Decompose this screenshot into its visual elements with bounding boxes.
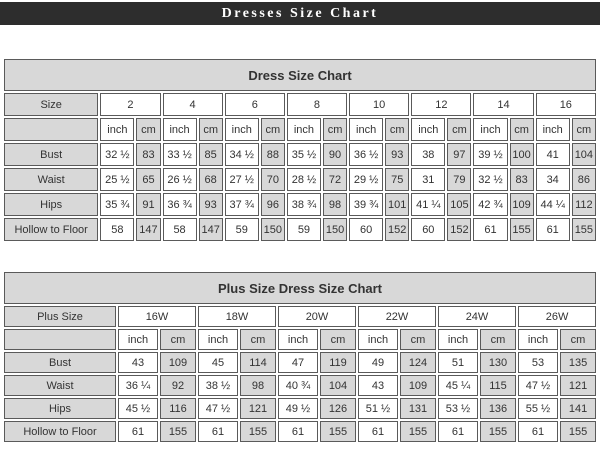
value-cell-inch: 47 ½ xyxy=(198,398,238,419)
unit-cm-cell: cm xyxy=(510,118,534,141)
value-cell-inch: 32 ½ xyxy=(100,143,134,166)
size-header-cell: 20W xyxy=(278,306,356,327)
units-header-row xyxy=(4,329,596,350)
value-cell-inch: 49 ½ xyxy=(278,398,318,419)
value-cell-inch: 38 xyxy=(411,143,445,166)
size-header-cell: 10 xyxy=(349,93,409,116)
value-cell-cm: 130 xyxy=(480,352,516,373)
value-cell-inch: 61 xyxy=(438,421,478,442)
value-cell-cm: 116 xyxy=(160,398,196,419)
value-cell-cm: 119 xyxy=(320,352,356,373)
value-cell-cm: 141 xyxy=(560,398,596,419)
value-cell-inch: 35 ½ xyxy=(287,143,321,166)
value-cell-cm: 152 xyxy=(385,218,409,241)
unit-cm-cell: cm xyxy=(261,118,285,141)
value-cell-inch: 45 ½ xyxy=(118,398,158,419)
unit-inch-cell: inch xyxy=(358,329,398,350)
value-cell-cm: 109 xyxy=(510,193,534,216)
size-header-cell: 16 xyxy=(536,93,596,116)
value-cell-cm: 135 xyxy=(560,352,596,373)
value-cell-cm: 68 xyxy=(199,168,223,191)
size-header-cell: 12 xyxy=(411,93,471,116)
value-cell-inch: 58 xyxy=(163,218,197,241)
unit-inch-cell: inch xyxy=(100,118,134,141)
unit-inch-cell: inch xyxy=(349,118,383,141)
value-cell-cm: 98 xyxy=(323,193,347,216)
value-cell-inch: 31 xyxy=(411,168,445,191)
value-cell-cm: 112 xyxy=(572,193,596,216)
value-cell-inch: 60 xyxy=(411,218,445,241)
size-header-cell: 18W xyxy=(198,306,276,327)
value-cell-inch: 44 ¼ xyxy=(536,193,570,216)
unit-cm-cell: cm xyxy=(160,329,196,350)
measurement-row xyxy=(4,375,596,396)
value-cell-cm: 96 xyxy=(261,193,285,216)
value-cell-cm: 155 xyxy=(240,421,276,442)
table-title: Dress Size Chart xyxy=(4,59,596,91)
measurement-row xyxy=(4,218,596,241)
measurement-label: Hips xyxy=(4,193,98,216)
value-cell-cm: 115 xyxy=(480,375,516,396)
value-cell-inch: 34 ½ xyxy=(225,143,259,166)
measurement-label: Waist xyxy=(4,375,116,396)
measurement-row xyxy=(4,193,596,216)
value-cell-cm: 109 xyxy=(160,352,196,373)
unit-cm-cell: cm xyxy=(240,329,276,350)
value-cell-inch: 36 ¾ xyxy=(163,193,197,216)
value-cell-cm: 155 xyxy=(320,421,356,442)
value-cell-cm: 70 xyxy=(261,168,285,191)
page-title: Dresses Size Chart xyxy=(221,6,379,21)
units-header-row xyxy=(4,118,596,141)
value-cell-inch: 59 xyxy=(287,218,321,241)
size-corner-label: Size xyxy=(4,93,98,116)
units-corner-blank xyxy=(4,118,98,141)
value-cell-inch: 34 xyxy=(536,168,570,191)
size-corner-label: Plus Size xyxy=(4,306,116,327)
unit-inch-cell: inch xyxy=(518,329,558,350)
value-cell-cm: 155 xyxy=(560,421,596,442)
unit-cm-cell: cm xyxy=(385,118,409,141)
measurement-label: Hips xyxy=(4,398,116,419)
value-cell-inch: 61 xyxy=(473,218,507,241)
value-cell-inch: 53 ½ xyxy=(438,398,478,419)
value-cell-inch: 61 xyxy=(198,421,238,442)
unit-inch-cell: inch xyxy=(536,118,570,141)
value-cell-inch: 59 xyxy=(225,218,259,241)
table-title-row xyxy=(4,59,596,91)
value-cell-cm: 90 xyxy=(323,143,347,166)
size-header-cell: 6 xyxy=(225,93,285,116)
value-cell-inch: 25 ½ xyxy=(100,168,134,191)
measurement-row xyxy=(4,398,596,419)
value-cell-inch: 39 ¾ xyxy=(349,193,383,216)
value-cell-inch: 40 ¾ xyxy=(278,375,318,396)
value-cell-cm: 155 xyxy=(160,421,196,442)
value-cell-inch: 39 ½ xyxy=(473,143,507,166)
size-header-row xyxy=(4,93,596,116)
value-cell-inch: 51 xyxy=(438,352,478,373)
value-cell-cm: 93 xyxy=(199,193,223,216)
value-cell-inch: 47 ½ xyxy=(518,375,558,396)
value-cell-inch: 28 ½ xyxy=(287,168,321,191)
measurement-row xyxy=(4,168,596,191)
size-header-cell: 24W xyxy=(438,306,516,327)
value-cell-inch: 26 ½ xyxy=(163,168,197,191)
value-cell-inch: 36 ¼ xyxy=(118,375,158,396)
value-cell-inch: 61 xyxy=(536,218,570,241)
value-cell-cm: 155 xyxy=(572,218,596,241)
value-cell-cm: 65 xyxy=(136,168,160,191)
value-cell-cm: 155 xyxy=(480,421,516,442)
value-cell-inch: 49 xyxy=(358,352,398,373)
value-cell-inch: 51 ½ xyxy=(358,398,398,419)
value-cell-cm: 131 xyxy=(400,398,436,419)
value-cell-cm: 136 xyxy=(480,398,516,419)
table-title-row xyxy=(4,272,596,304)
value-cell-inch: 41 ¼ xyxy=(411,193,445,216)
unit-inch-cell: inch xyxy=(198,329,238,350)
value-cell-inch: 61 xyxy=(118,421,158,442)
value-cell-cm: 83 xyxy=(136,143,160,166)
unit-cm-cell: cm xyxy=(323,118,347,141)
unit-inch-cell: inch xyxy=(278,329,318,350)
unit-inch-cell: inch xyxy=(118,329,158,350)
value-cell-cm: 147 xyxy=(199,218,223,241)
size-header-cell: 16W xyxy=(118,306,196,327)
value-cell-cm: 93 xyxy=(385,143,409,166)
value-cell-cm: 100 xyxy=(510,143,534,166)
value-cell-inch: 32 ½ xyxy=(473,168,507,191)
value-cell-cm: 155 xyxy=(510,218,534,241)
value-cell-inch: 58 xyxy=(100,218,134,241)
value-cell-cm: 97 xyxy=(447,143,471,166)
measurement-label: Waist xyxy=(4,168,98,191)
value-cell-cm: 121 xyxy=(560,375,596,396)
measurement-label: Hollow to Floor xyxy=(4,421,116,442)
value-cell-cm: 72 xyxy=(323,168,347,191)
value-cell-cm: 101 xyxy=(385,193,409,216)
value-cell-cm: 86 xyxy=(572,168,596,191)
value-cell-cm: 109 xyxy=(400,375,436,396)
value-cell-inch: 37 ¾ xyxy=(225,193,259,216)
value-cell-cm: 79 xyxy=(447,168,471,191)
size-header-cell: 2 xyxy=(100,93,160,116)
page-header-banner xyxy=(0,2,600,25)
unit-cm-cell: cm xyxy=(447,118,471,141)
value-cell-inch: 38 ½ xyxy=(198,375,238,396)
size-header-cell: 4 xyxy=(163,93,223,116)
measurement-label: Hollow to Floor xyxy=(4,218,98,241)
value-cell-cm: 105 xyxy=(447,193,471,216)
measurement-row xyxy=(4,352,596,373)
value-cell-inch: 27 ½ xyxy=(225,168,259,191)
value-cell-cm: 126 xyxy=(320,398,356,419)
unit-cm-cell: cm xyxy=(480,329,516,350)
value-cell-cm: 114 xyxy=(240,352,276,373)
unit-inch-cell: inch xyxy=(287,118,321,141)
value-cell-inch: 45 xyxy=(198,352,238,373)
value-cell-cm: 104 xyxy=(572,143,596,166)
units-corner-blank xyxy=(4,329,116,350)
value-cell-cm: 75 xyxy=(385,168,409,191)
value-cell-inch: 42 ¾ xyxy=(473,193,507,216)
value-cell-inch: 29 ½ xyxy=(349,168,383,191)
value-cell-cm: 92 xyxy=(160,375,196,396)
value-cell-cm: 104 xyxy=(320,375,356,396)
unit-cm-cell: cm xyxy=(136,118,160,141)
value-cell-cm: 98 xyxy=(240,375,276,396)
value-cell-inch: 43 xyxy=(358,375,398,396)
unit-cm-cell: cm xyxy=(560,329,596,350)
unit-cm-cell: cm xyxy=(199,118,223,141)
unit-inch-cell: inch xyxy=(411,118,445,141)
value-cell-inch: 61 xyxy=(278,421,318,442)
value-cell-inch: 45 ¼ xyxy=(438,375,478,396)
unit-inch-cell: inch xyxy=(473,118,507,141)
size-header-cell: 8 xyxy=(287,93,347,116)
size-header-row xyxy=(4,306,596,327)
value-cell-inch: 53 xyxy=(518,352,558,373)
value-cell-cm: 124 xyxy=(400,352,436,373)
value-cell-inch: 33 ½ xyxy=(163,143,197,166)
measurement-label: Bust xyxy=(4,143,98,166)
value-cell-inch: 43 xyxy=(118,352,158,373)
value-cell-inch: 61 xyxy=(358,421,398,442)
value-cell-inch: 36 ½ xyxy=(349,143,383,166)
measurement-row xyxy=(4,421,596,442)
value-cell-cm: 91 xyxy=(136,193,160,216)
value-cell-cm: 150 xyxy=(261,218,285,241)
value-cell-cm: 88 xyxy=(261,143,285,166)
value-cell-cm: 83 xyxy=(510,168,534,191)
value-cell-cm: 155 xyxy=(400,421,436,442)
value-cell-cm: 85 xyxy=(199,143,223,166)
value-cell-cm: 121 xyxy=(240,398,276,419)
plus-size-dress-chart-table xyxy=(2,270,598,444)
value-cell-inch: 60 xyxy=(349,218,383,241)
unit-inch-cell: inch xyxy=(438,329,478,350)
value-cell-inch: 38 ¾ xyxy=(287,193,321,216)
value-cell-cm: 152 xyxy=(447,218,471,241)
unit-inch-cell: inch xyxy=(163,118,197,141)
value-cell-inch: 47 xyxy=(278,352,318,373)
measurement-row xyxy=(4,143,596,166)
table-title: Plus Size Dress Size Chart xyxy=(4,272,596,304)
value-cell-inch: 61 xyxy=(518,421,558,442)
dress-size-chart-table xyxy=(2,57,598,243)
size-header-cell: 26W xyxy=(518,306,596,327)
value-cell-inch: 35 ¾ xyxy=(100,193,134,216)
value-cell-inch: 55 ½ xyxy=(518,398,558,419)
unit-inch-cell: inch xyxy=(225,118,259,141)
size-header-cell: 22W xyxy=(358,306,436,327)
size-chart-page xyxy=(0,2,600,444)
value-cell-cm: 150 xyxy=(323,218,347,241)
unit-cm-cell: cm xyxy=(320,329,356,350)
unit-cm-cell: cm xyxy=(572,118,596,141)
value-cell-inch: 41 xyxy=(536,143,570,166)
unit-cm-cell: cm xyxy=(400,329,436,350)
value-cell-cm: 147 xyxy=(136,218,160,241)
size-header-cell: 14 xyxy=(473,93,533,116)
measurement-label: Bust xyxy=(4,352,116,373)
